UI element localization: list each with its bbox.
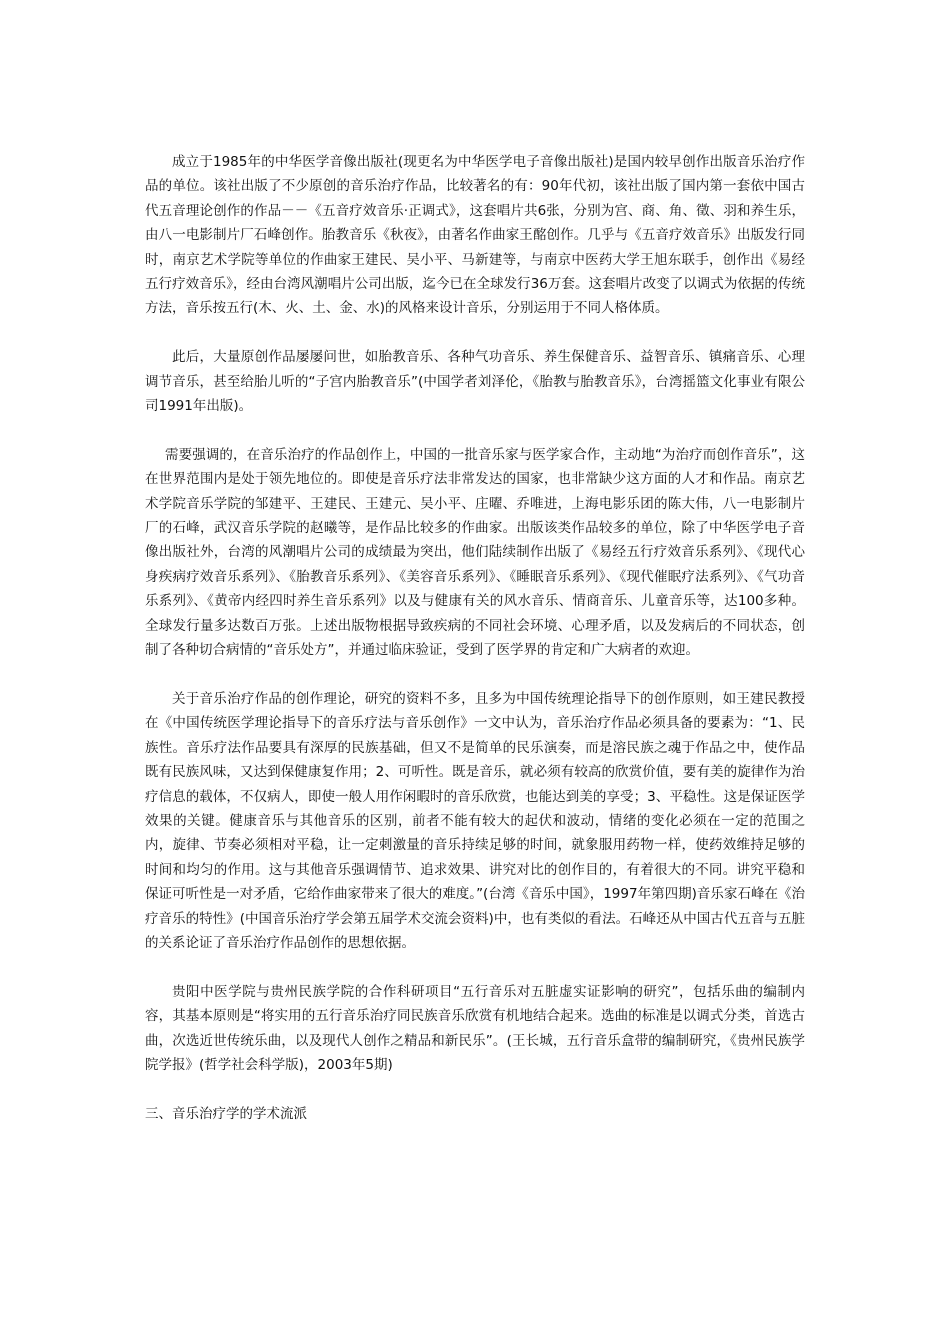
paragraph-guiyang-research: 贵阳中医学院与贵州民族学院的合作科研项目“五行音乐对五脏虚实证影响的研究”，包括乐曲的编制内容，其基本原则是“将实用的五行音乐治疗同民族音乐欣赏有机地结合起来。选曲的标准是以调式分类，首选古曲，次选近世传统乐曲，以及现代人创作之精品和新民乐”。(王长城，五行音乐盒带的编制研究，《贵州民族学院学报》(哲学社会科学版)，2003年5期): [145, 983, 805, 1073]
paragraph-creation-theory: 关于音乐治疗作品的创作理论，研究的资料不多，且多为中国传统理论指导下的创作原则，如王建民教授在《中国传统医学理论指导下的音乐疗法与音乐创作》一文中认为，音乐治疗作品必须具备的要素为：“1、民族性。音乐疗法作品要具有深厚的民族基础，但又不是简单的民乐演奏，而是溶民族之魂于作品之中，使作品既有民族风味，又达到保健康复作用；2、可听性。既是音乐，就必须有较高的欣赏价值，要有美的旋律作为治疗信息的载体，不仅病人，即使一般人用作闲暇时的音乐欣赏，也能达到美的享受；3、平稳性。这是保证医学效果的关键。健康音乐与其他音乐的区别，前者不能有较大的起伏和波动，情绪的变化必须在一定的范围之内，旋律、节奏必须相对平稳，让一定刺激量的音乐持续足够的时间，就象服用药物一样，使药效维持足够的时间和均匀的作用。这与其他音乐强调情节、追求效果、讲究对比的创作目的，有着很大的不同。讲究平稳和保证可听性是一对矛盾，它给作曲家带来了很大的难度。”(台湾《音乐中国》，1997年第四期)音乐家石峰在《治疗音乐的特性》(中国音乐治疗学会第五届学术交流会资料)中，也有类似的看法。石峰还从中国古代五音与五脏的关系论证了音乐治疗作品创作的思想依据。: [145, 690, 805, 951]
paragraph-publishers: 成立于1985年的中华医学音像出版社(现更名为中华医学电子音像出版社)是国内较早创作出版音乐治疗作品的单位。该社出版了不少原创的音乐治疗作品，比较著名的有：90年代初，该社出版了国内第一套依中国古代五音理论创作的作品－－《五音疗效音乐·正调式》，这套唱片共6张，分别为宫、商、角、徵、羽和养生乐，由八一电影制片厂石峰创作。胎教音乐《秋夜》，由著名作曲家王酩创作。几乎与《五音疗效音乐》出版发行同时，南京艺术学院等单位的作曲家王建民、吴小平、马新建等，与南京中医药大学王旭东联手，创作出《易经五行疗效音乐》，经由台湾风潮唱片公司出版，迄今已在全球发行36万套。这套唱片改变了以调式为依据的传统方法，音乐按五行(木、火、土、金、水)的风格来设计音乐，分别运用于不同人格体质。: [145, 154, 805, 317]
document-page: [145, 150, 805, 1126]
paragraph-original-works: 此后，大量原创作品屡屡问世，如胎教音乐、各种气功音乐、养生保健音乐、益智音乐、镇痛音乐、心理调节音乐，甚至给胎儿听的“子宫内胎教音乐”(中国学者刘泽伦，《胎教与胎教音乐》，台湾摇篮文化事业有限公司1991年出版)。: [145, 349, 805, 415]
section-heading: 三、音乐治疗学的学术流派: [145, 1105, 307, 1122]
paragraph-composers: 需要强调的，在音乐治疗的作品创作上，中国的一批音乐家与医学家合作，主动地“为治疗而创作音乐”，这在世界范围内是处于领先地位的。即使是音乐疗法非常发达的国家，也非常缺少这方面的人才和作品。南京艺术学院音乐学院的邹建平、王建民、王建元、吴小平、庄曜、乔唯进，上海电影乐团的陈大伟，八一电影制片厂的石峰，武汉音乐学院的赵曦等，是作品比较多的作曲家。出版该类作品较多的单位，除了中华医学电子音像出版社外，台湾的风潮唱片公司的成绩最为突出，他们陆续制作出版了《易经五行疗效音乐系列》、《现代心身疾病疗效音乐系列》、《胎教音乐系列》、《美容音乐系列》、《睡眠音乐系列》、《现代催眠疗法系列》、《气功音乐系列》、《黄帝内经四时养生音乐系列》以及与健康有关的风水音乐、情商音乐、儿童音乐等，达100多种。全球发行量多达数百万张。上述出版物根据导致疾病的不同社会环境、心理矛盾，以及发病后的不同状态，创制了各种切合病情的“音乐处方”，并通过临床验证，受到了医学界的肯定和广大病者的欢迎。: [145, 446, 805, 659]
